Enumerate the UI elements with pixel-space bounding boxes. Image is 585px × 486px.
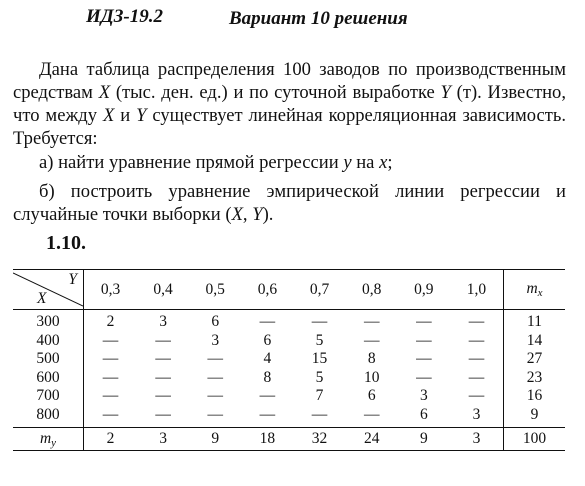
frequency-cell: 3 <box>211 331 220 349</box>
frequency-cell: — <box>363 331 380 349</box>
x-value: 700 <box>13 387 84 406</box>
table-row <box>13 350 565 369</box>
frequency-cell: — <box>363 405 380 423</box>
my-value: 9 <box>189 428 241 451</box>
y-header: 0,3 <box>84 270 138 310</box>
frequency-cell: — <box>207 350 223 368</box>
table-row <box>13 332 565 351</box>
frequency-cell: — <box>259 405 276 423</box>
item-a-text-3: ; <box>387 152 393 173</box>
x-value: 300 <box>13 310 84 332</box>
y-header: 0,8 <box>346 270 398 310</box>
frequency-cell: — <box>416 350 432 368</box>
frequency-cell: — <box>155 405 171 423</box>
frequency-cell: 8 <box>367 350 376 368</box>
intro-text-2: (тыс. ден. ед.) и по суточной выработке <box>110 82 441 103</box>
frequency-cell: 4 <box>263 350 272 368</box>
my-value: 9 <box>398 428 450 451</box>
frequency-cell: 15 <box>311 350 328 368</box>
my-label: m <box>39 429 52 447</box>
mx-value: 14 <box>504 332 566 351</box>
table-row <box>13 387 565 406</box>
y-header: 0,9 <box>398 270 450 310</box>
frequency-cell: — <box>207 405 223 423</box>
frequency-cell: 6 <box>367 387 376 405</box>
frequency-cell: — <box>468 350 485 368</box>
my-totals-row <box>13 428 565 451</box>
task-item-a <box>13 151 566 174</box>
table-row <box>13 406 565 428</box>
frequency-cell: — <box>363 313 380 331</box>
frequency-cell: — <box>207 387 223 405</box>
frequency-cell: 3 <box>419 387 428 405</box>
frequency-cell: 6 <box>419 405 428 423</box>
my-label-cell <box>13 428 84 451</box>
my-value: 3 <box>450 428 504 451</box>
frequency-cell: 6 <box>263 331 272 349</box>
mx-subscript: x <box>537 287 543 299</box>
var-y: Y <box>440 82 451 103</box>
y-header: 0,7 <box>293 270 345 310</box>
item-a-var-y: y <box>343 152 352 173</box>
frequency-cell: 6 <box>211 313 220 331</box>
frequency-cell: 7 <box>315 387 324 405</box>
intro-text-5: существует линейная корреляционная зависимость. Требуется: <box>13 105 567 149</box>
corner-cell <box>13 270 84 310</box>
table-header-row <box>13 270 565 310</box>
variant-title: Вариант 10 решения <box>229 8 408 29</box>
mx-value: 11 <box>504 310 566 332</box>
intro-text-4: и <box>114 105 137 126</box>
frequency-cell: 3 <box>472 405 481 423</box>
corner-label-y: Y <box>68 271 77 288</box>
mx-value: 16 <box>504 387 566 406</box>
mx-value: 23 <box>504 369 566 388</box>
intro-text-3: (т). Известно, что между <box>13 82 566 126</box>
item-b-sep: , <box>242 204 253 225</box>
frequency-cell: — <box>468 313 485 331</box>
frequency-cell: — <box>155 331 171 349</box>
task-item-b <box>13 180 566 226</box>
frequency-cell: 3 <box>159 313 167 331</box>
my-value: 2 <box>84 428 138 451</box>
item-b-text-2: ). <box>262 204 274 225</box>
frequency-cell: — <box>155 387 171 405</box>
my-value: 24 <box>346 428 398 451</box>
task-intro <box>13 58 566 150</box>
var-x: X <box>98 82 111 103</box>
y-header: 0,5 <box>189 270 241 310</box>
frequency-cell: — <box>102 405 119 423</box>
frequency-cell: — <box>311 313 328 331</box>
item-a-text: а) найти уравнение прямой регрессии <box>39 152 344 173</box>
table-row <box>13 369 565 388</box>
x-value: 800 <box>13 406 84 428</box>
frequency-cell: — <box>259 313 276 331</box>
total-value: 100 <box>504 428 566 451</box>
frequency-cell: — <box>102 331 119 349</box>
frequency-cell: — <box>468 368 485 386</box>
problem-number: 1.10. <box>46 232 86 254</box>
mx-header <box>504 270 566 310</box>
frequency-cell: — <box>468 331 485 349</box>
frequency-cell: — <box>311 405 328 423</box>
y-header: 0,4 <box>137 270 189 310</box>
mx-value: 27 <box>504 350 566 369</box>
frequency-cell: — <box>102 387 119 405</box>
var-y: Y <box>136 105 147 126</box>
item-a-var-x: x <box>379 152 388 173</box>
x-value: 400 <box>13 332 84 351</box>
frequency-cell: 10 <box>363 368 380 386</box>
x-value: 500 <box>13 350 84 369</box>
frequency-cell: — <box>468 387 485 405</box>
corner-label-x: X <box>37 290 47 307</box>
table-row <box>13 310 565 332</box>
frequency-cell: — <box>207 368 223 386</box>
frequency-cell: 5 <box>315 331 324 349</box>
frequency-cell: 8 <box>263 368 272 386</box>
item-b-var-x: X <box>231 204 243 225</box>
frequency-cell: — <box>102 350 119 368</box>
frequency-cell: — <box>155 350 171 368</box>
frequency-cell: — <box>155 368 171 386</box>
frequency-cell: — <box>102 368 119 386</box>
frequency-cell: 2 <box>106 313 115 331</box>
intro-text-1: Дана таблица распределения 100 заводов по производственным средствам <box>13 59 566 103</box>
item-b-var-y: Y <box>252 204 263 225</box>
my-subscript: y <box>51 436 57 449</box>
mx-label: m <box>526 280 538 297</box>
item-b-text: б) построить уравнение эмпирической линии регрессии и случайные точки выборки ( <box>13 181 566 225</box>
my-value: 32 <box>293 428 345 451</box>
item-a-text-2: на <box>351 152 380 173</box>
y-header: 0,6 <box>241 270 293 310</box>
assignment-code: ИДЗ-19.2 <box>86 6 164 27</box>
correlation-table <box>13 269 565 451</box>
frequency-cell: — <box>416 368 432 386</box>
frequency-cell: — <box>259 387 276 405</box>
my-value: 3 <box>137 428 189 451</box>
my-value: 18 <box>241 428 293 451</box>
var-x: X <box>102 105 115 126</box>
y-header: 1,0 <box>450 270 504 310</box>
mx-value: 9 <box>504 406 566 428</box>
frequency-cell: 5 <box>315 368 324 386</box>
frequency-cell: — <box>416 313 432 331</box>
x-value: 600 <box>13 369 84 388</box>
frequency-cell: — <box>416 331 432 349</box>
